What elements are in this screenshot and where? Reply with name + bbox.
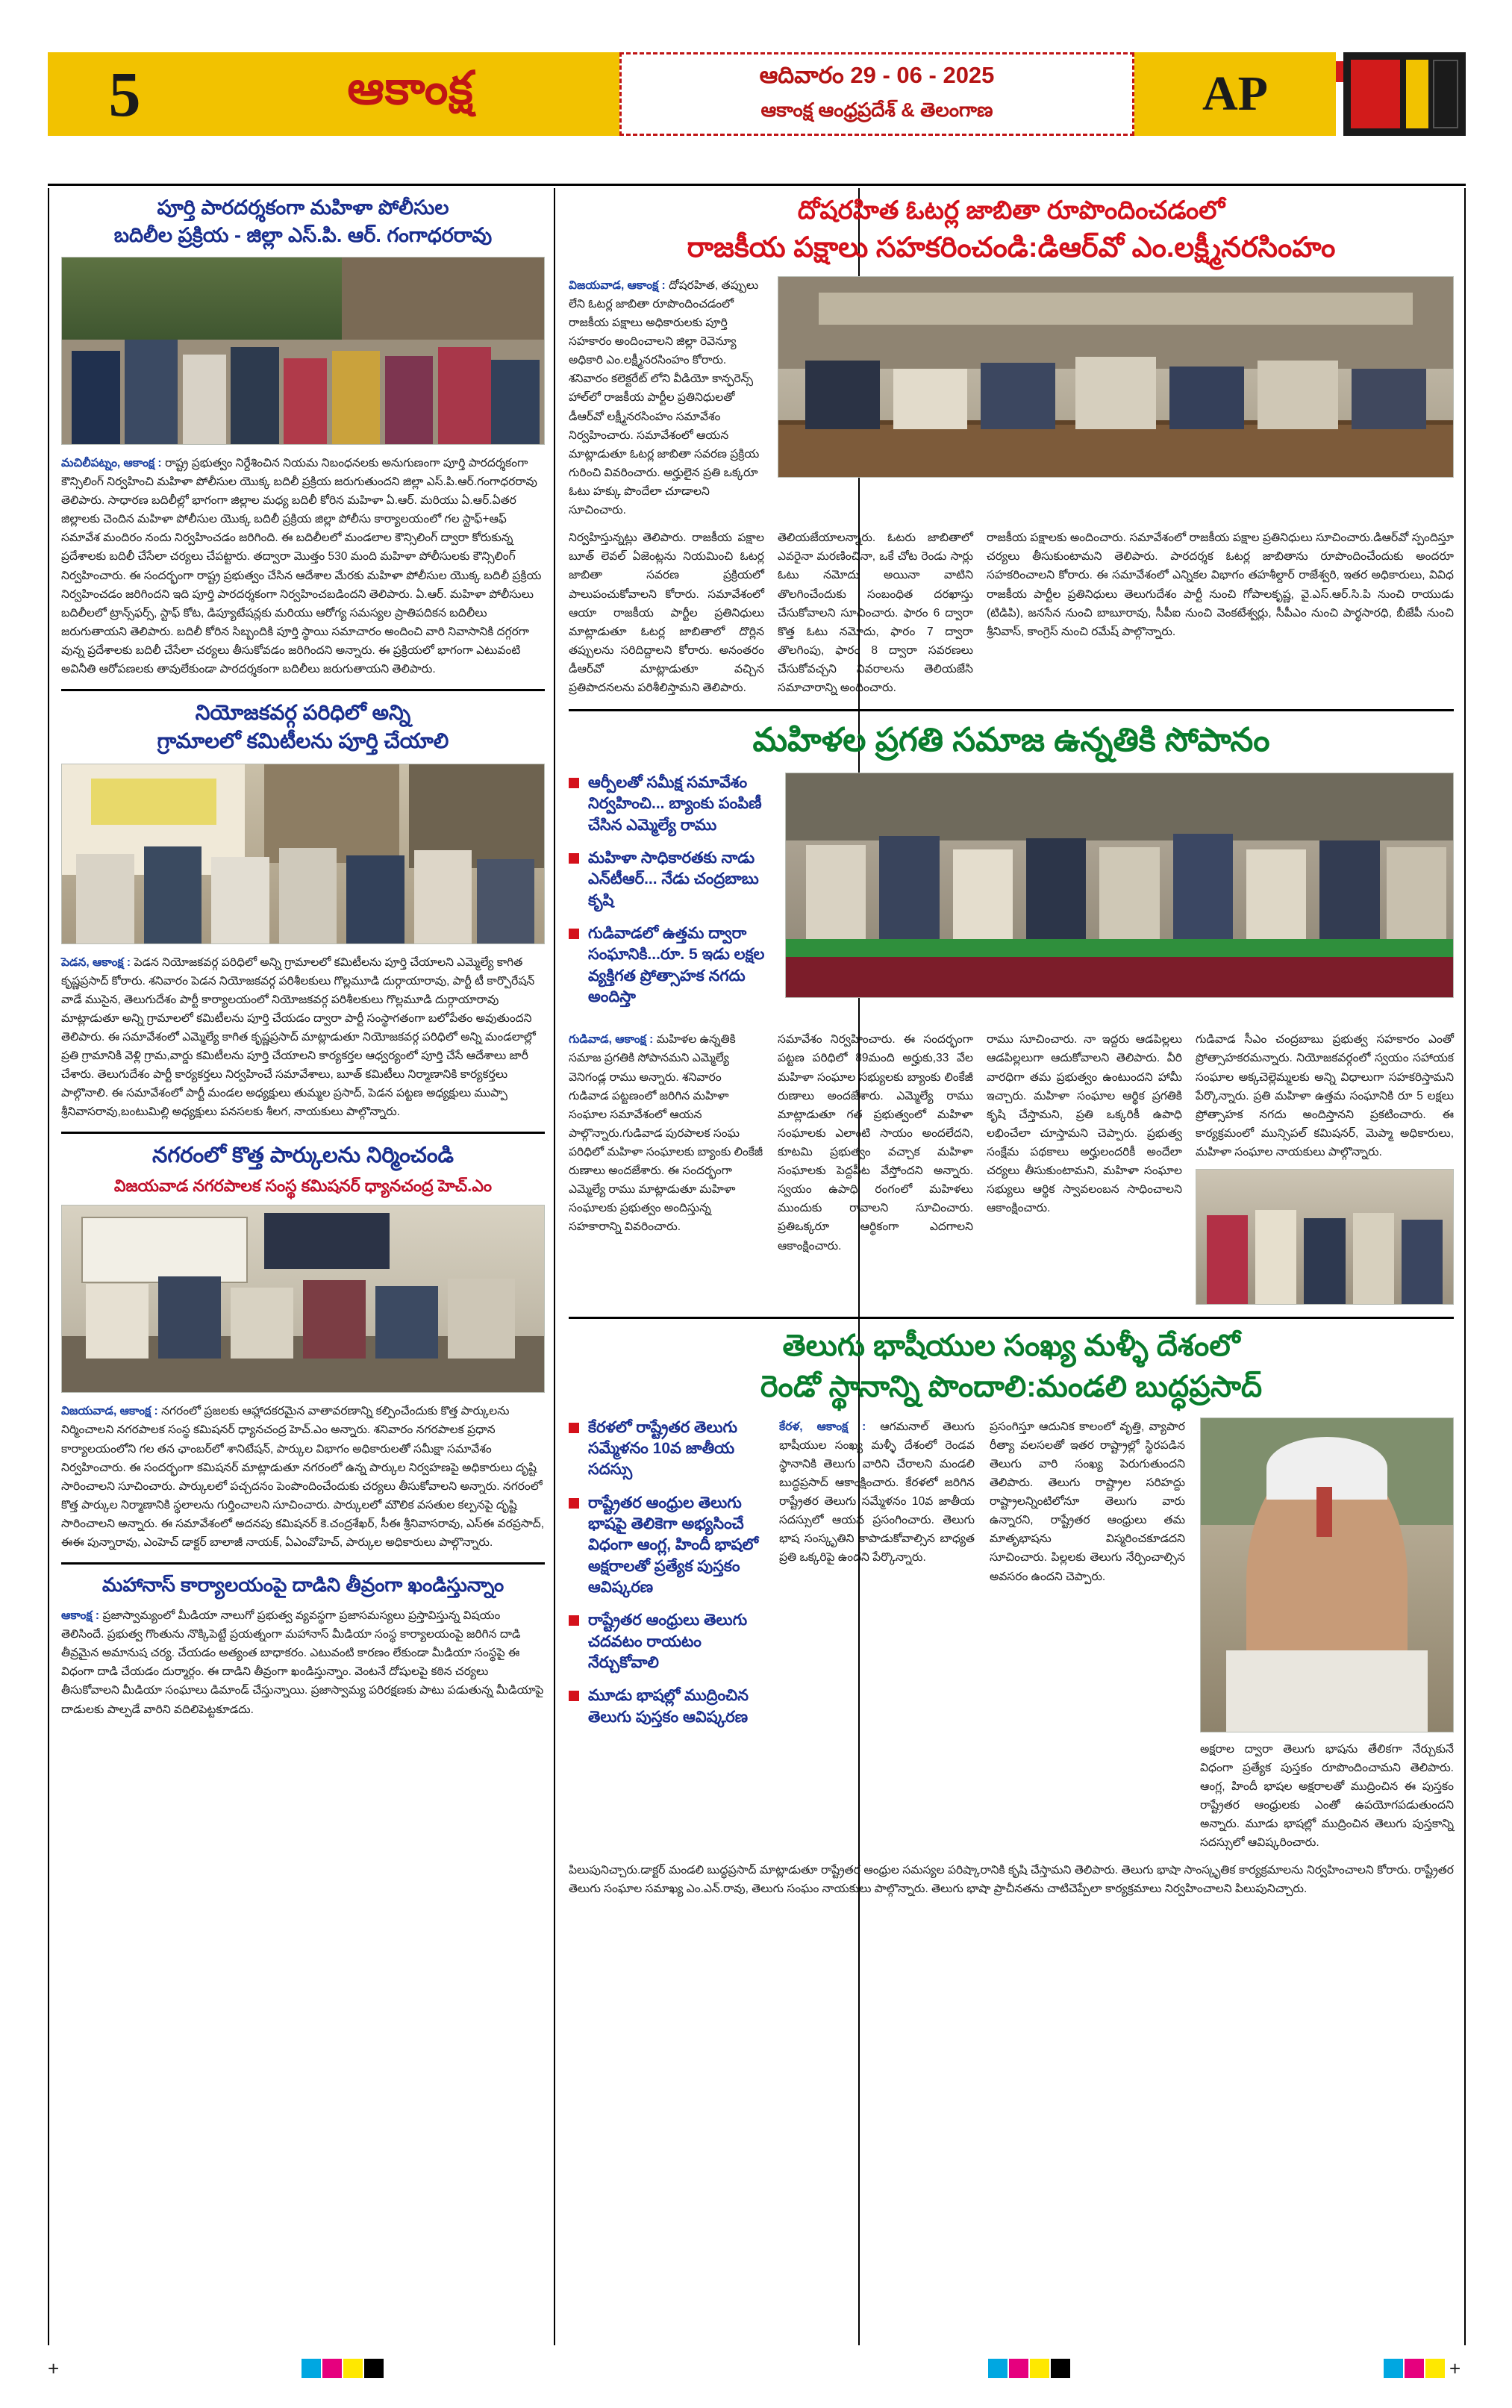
- column-divider-1: [554, 188, 555, 2345]
- story2-body: పెడన నియోజకవర్గ పరిధిలో అన్ని గ్రామాలలో కమిటీలను పూర్తి చేయాలని ఎమ్మెల్యే కాగిత కృష్ణప్రసాద్ కోరారు. శనివారం పెడన నియోజకవర్గ పరిశీలకులు గొల్లమూడి దుర్గాయారావు, పార్టీ టీ కార్పొరేషన్ వాడే ముసైన, తెలుగుదేశం పార్టీ కార్యాలయంలో నియోజకవర్గ పరిశీలకులు గొల్లమూడి దుర్గాయారావు మాట్లాడుతూ అన్ని గ్రామాలలో కమిటీలను పూర్తి చేయడం ద్వారా పార్టీ సంస్థాగతంగా బలోపేతం అవుతుందని తెలిపారు. ఈ సమావేశంలో ఎమ్మెల్యే కాగిత కృష్ణప్రసాద్ మాట్లాడుతూ నియోజకవర్గ పరిధిలో అన్ని మండలాల్లో ప్రతి గ్రామానికి వెళ్లి గ్రామ,వార్డు కమిటీలను పూర్తి చేయాలని కార్యకర్తల ఆధ్వర్యంలో పూర్తి చేసే ఆదేశాలు జారీ చేశారు. తెలుగుదేశం పార్టీ కార్యకర్తలు నిర్వహించే సమావేశాలు, బూత్ కమిటీలు నిర్మాణానికి కార్యకర్తలు పాల్గొనాలి. ఈ సమావేశంలో పార్టీ మండల అధ్యక్షులు తుమ్మల ప్రసాద్, పెడన పట్టణ అధ్యక్షులు ముప్పా శ్రీనివాసరావు,బంటుమిల్లి అధ్యక్షులు పనసలకు శీలగ, నాయకులు పాల్గొన్నారు.: [61, 955, 536, 1119]
- c2-story2-body4: గుడివాడ సీఎం చంద్రబాబు ప్రభుత్వ సహకారం ఎంతో ప్రోత్సాహకరమన్నారు. నియోజకవర్గంలో స్వయం సహాయక సంఘాల అక్కచెల్లెమ్మలకు అన్ని విధాలుగా సహకరిస్తామని పేర్కొన్నారు. ప్రతి మహిళా ఉత్తమ సంఘానికి రూ 5 లక్షలు ప్రోత్సాహక నగదు అందిస్తానని ప్రకటించారు. ఈ కార్యక్రమంలో మున్సిపల్ కమిషనర్, మెప్మా అధికారులు, మహిళా సంఘాల నాయకులు పాల్గొన్నారు.: [1196, 1033, 1454, 1158]
- c2-story1-headline-line1: దోషరహిత ఓటర్ల జాబితా రూపొందించడంలో: [797, 196, 1225, 225]
- story-police-transfers: [61, 196, 545, 679]
- photo-party-meeting: [61, 764, 545, 944]
- story3-subhead: విజయవాడ నగరపాలక సంస్థ కమిషనర్ ధ్యానచంద్ర హెచ్.ఎం: [113, 1176, 493, 1195]
- masthead-title-box: [202, 52, 619, 136]
- story2-dateline: పెడన, ఆకాంక్ష :: [61, 955, 131, 969]
- c2-story2-body3: రాము సూచించారు. నా ఇద్దరు ఆడపిల్లలు ఆడపిల్లలుగా ఆదుకోవాలని తెలిపారు. వీరి వారధిగా తమ ప్రభుత్వం ఉంటుందని హామీ ఇచ్చారు. మహిళా సంఘాల ఆర్థిక ప్రగతికి కృషి చేస్తామని, ప్రతి ఒక్కరికీ ఉపాధి లభించేలా చూస్తామని చెప్పారు. ప్రభుత్వ సంక్షేమ పథకాలు అర్హులందరికీ అందేలా చర్యలు తీసుకుంటామని, మహిళా సంఘాల సభ్యులు ఆర్థిక స్వావలంబన సాధించాలని ఆకాంక్షించారు.: [987, 1033, 1182, 1215]
- color-swatch-cyan-3: [1384, 2359, 1403, 2378]
- c3-body3: అక్షరాల ద్వారా తెలుగు భాషను తేలికగా నేర్చుకునే విధంగా ప్రత్యేక పుస్తకం రూపొందించామని తెలిపారు. ఆంగ్ల, హిందీ భాషల అక్షరాలతో ముద్రించిన ఈ పుస్తకం రాష్ట్రేతర ఆంధ్రులకు ఎంతో ఉపయోగపడుతుందని అన్నారు. మూడు భాషల్లో ముద్రించిన తెలుగు పుస్తకాన్ని సదస్సులో ఆవిష్కరించారు.: [1200, 1742, 1454, 1850]
- divider: [61, 689, 545, 691]
- page-number: 5: [108, 58, 141, 130]
- story4-dateline: ఆకాంక్ష :: [61, 1609, 100, 1622]
- edition-badge: [1134, 52, 1336, 136]
- c2-story2-dateline: గుడివాడ, ఆకాంక్ష :: [569, 1033, 654, 1047]
- color-swatch-black: [364, 2359, 384, 2378]
- issue-date: ఆదివారం 29 - 06 - 2025: [759, 62, 995, 88]
- story1-dateline: మచిలీపట్నం, ఆకాంక్ష :: [61, 456, 162, 470]
- registration-mark-right: +: [1449, 2357, 1461, 2380]
- bullet-item: మహిళా సాధికారతకు నాడు ఎన్‌టీఆర్... నేడు చంద్రబాబు కృషి: [569, 848, 770, 911]
- c2-story2-headline: మహిళల ప్రగతి సమాజ ఉన్నతికి సోపానం: [752, 722, 1270, 759]
- photo-dro-meeting: [778, 276, 1454, 478]
- registration-mark-left: +: [48, 2357, 60, 2380]
- story-media-office-attack: [61, 1573, 545, 1718]
- story-new-parks: [61, 1143, 545, 1552]
- color-swatch-yellow: [343, 2359, 363, 2378]
- c2-story2-body1: మహిళల ఉన్నతికి సమాజ ప్రగతికి సోపానమని ఎమ్మెల్యే వెనిగండ్ల రాము అన్నారు. శనివారం గుడివాడ పట్టణంలో జరిగిన మహిళా సంఘాల సమావేశంలో ఆయన పాల్గొన్నారు.గుడివాడ పురపాలక సంఘ పరిధిలో మహిళా సంఘాలకు బ్యాంకు లింకేజీ రుణాలు అందజేశారు. ఈ సందర్భంగా ఎమ్మెల్యే రాము మాట్లాడుతూ మహిళా సంఘాలకు ప్రభుత్వం అందిస్తున్న సహకారాన్ని వివరించారు.: [569, 1033, 763, 1234]
- c3-headline-line2: రెండో స్థానాన్ని పొందాలి:మండలి బుద్ధప్రసాద్: [760, 1370, 1263, 1403]
- page-number-badge: [48, 52, 202, 136]
- party-flag-icon: [1343, 52, 1466, 136]
- story-women-progress: [569, 720, 1454, 1305]
- c2-story2-body2: సమావేశం నిర్వహించారు. ఈ సందర్భంగా పట్టణ పరిధిలో 89మంది అర్హుకు,33 వేల మహిళా సంఘాల సభ్యులకు బ్యాంకు లింకేజీ రుణాలు అందజేశారు. ఎమ్మెల్యే రాము మాట్లాడుతూ గత ప్రభుత్వంలో మహిళా సంఘాలకు ఎలాంటి సాయం అందలేదని, కూటమి ప్రభుత్వం వచ్చాక మహిళా సంఘాలకు పెద్దపీట వేస్తోందని అన్నారు. స్వయం ఉపాధి రంగంలో మహిళలు ముందుకు రావాలని సూచించారు. ప్రతిఒక్కరూ ఆర్థికంగా ఎదగాలని ఆకాంక్షించారు.: [778, 1033, 973, 1253]
- bullet-item: మూడు భాషల్లో ముద్రించిన తెలుగు పుస్తకం ఆవిష్కరణ: [569, 1685, 764, 1728]
- edition-code: AP: [1202, 66, 1268, 121]
- story4-headline: మహానాస్ కార్యాలయంపై దాడిని తీవ్రంగా ఖండిస్తున్నాం: [101, 1573, 504, 1597]
- story-constituency-committees: [61, 700, 545, 1121]
- divider: [61, 1132, 545, 1134]
- photo-police-meeting: [61, 257, 545, 445]
- story1-body: రాష్ట్ర ప్రభుత్వం నిర్దేశించిన నియమ నిబంధనలకు అనుగుణంగా పూర్తి పారదర్శకంగా కౌన్సిలింగ్ నిర్వహించి మహిళా పోలీసుల యొక్క బదిలీ ప్రక్రియ జరుగుతుందని జిల్లా ఎస్‌.పి.ఆర్.గంగాధరరావు తెలిపారు. సాధారణ బదిలీల్లో భాగంగా జిల్లాల మధ్య బదిలీ కోరిన మహిళా ఏ.ఆర్. మరియు ఏ.ఆర్.ఏతర జిల్లాలకు చెందిన మహిళా పోలీసుల యొక్క బదిలీ ప్రక్రియ జిల్లా పోలీసు కార్యాలయంలో గల స్టాఫ్+ఆఫ్ సమావేశ మందిరం నందు నిర్వహించడం జరిగింది. ఈ బదిలీలలో మండలాల కౌన్సిలింగ్ ద్వారా కోరుకున్న ప్రదేశాలకు బదిలీ చేసేలా చర్యలు చేపట్టారు. తద్వారా మొత్తం 530 మంది మహిళా పోలీసులకు కౌన్సిలింగ్ నిర్వహించారు. ఈ సందర్భంగా రాష్ట్ర ప్రభుత్వం చేసిన ఆదేశాల మేరకు మహిళా పోలీసుల యొక్క బదిలీ ప్రక్రియ నిర్వహించడం జరిగిందని ఇది పూర్తి పారదర్శకంగా నిర్వహించబడిందని తెలిపారు. ఏ.ఆర్. మహిళా పోలీసులు బదిలీలలో ట్రాన్స్‌ఫర్స్, స్టాఫ్‌ కోట, డిప్యూటేషన్లకు మరియు ఆరోగ్య సమస్యల ప్రాతిపదికన బదిలీలు జరుగుతాయని తెలిపారు. బదిలీ కోరిన సిబ్బందికి పూర్తి స్థాయి సమాచారం అందించి వారి నివాసానికి దగ్గరగా వున్న ప్రదేశాలకు బదిలీ చేసేలా చర్యలు తీసుకోవడం జరిగిందని అన్నారు. ఈ ప్రక్రియలో భాగంగా ఎటువంటి అవినీతి ఆరోపణలకు తావులేకుండా పారదర్శకంగా బదిలీలు జరుగుతాయని తెలిపారు.: [61, 456, 542, 676]
- story-voter-list: [569, 196, 1454, 697]
- story4-body: ప్రజాస్వామ్యంలో మీడియా నాలుగో ప్రభుత్వ వ్యవస్థగా ప్రజాసమస్యలు ప్రస్తావిస్తున్న విషయం తెలిసిందే. ప్రభుత్వ గొంతును నొక్కిపెట్టే ప్రయత్నంగా మహానాస్ మీడియా సంస్థ కార్యాలయంపై జరిగిన దాడి తీవ్రమైన అమానుష చర్య. చేయడం అత్యంత బాధాకరం. ఎటువంటి కారణం లేకుండా మీడియా సంస్థపై ఈ విధంగా దాడి చేయడం దుర్మార్గం. ఈ దాడిని తీవ్రంగా ఖండిస్తున్నాం. వెంటనే దోషులపై కఠిన చర్యలు తీసుకోవాలని మీడియా సంఘాలు డిమాండ్ చేస్తున్నాయి. ప్రజాస్వామ్య పరిరక్షణకు పాటు పడుతున్న మీడియాపై దాడులకు పాల్పడే వారిని వదిలిపెట్టకూడదు.: [61, 1609, 544, 1716]
- color-swatch-black-2: [1051, 2359, 1070, 2378]
- c2-story1-body3: తెలియజేయాలన్నారు. ఓటరు జాబితాలో ఎవరైనా మరణించినా, ఒకే చోట రెండు సార్లు ఓటు నమోదు అయినా వాటిని తొలగించేందుకు సంబంధిత దరఖాస్తు చేసుకోవాలని సూచించారు. ఫారం 6 ద్వారా కొత్త ఓటు నమోదు, ఫారం 7 ద్వారా తొలగింపు, ఫారం 8 ద్వారా సవరణలు చేసుకోవచ్చని వివరాలను తెలియజేసి సమాచారాన్ని అందించారు.: [778, 531, 973, 695]
- story3-headline: నగరంలో కొత్త పార్కులను నిర్మించండి: [151, 1144, 454, 1168]
- c2-story1-body1: దోషరహిత, తప్పులు లేని ఓటర్ల జాబితా రూపొందించడంలో రాజకీయ పక్షాలు అధికారులకు పూర్తి సహకారం అందించాలని జిల్లా రెవెన్యూ అధికారి ఎం.లక్ష్మీనరసింహం కోరారు. శనివారం కలెక్టరేట్ లోని వీడియో కాన్ఫరెన్స్ హాల్‌లో రాజకీయ పార్టీల ప్రతినిధులతో డీఆర్‌వో లక్ష్మీనరసింహం సమావేశం నిర్వహించారు. సమావేశంలో ఆయన మాట్లాడుతూ ఓటర్ల జాబితా సవరణ ప్రక్రియ గురించి వివరించారు. అర్హులైన ప్రతి ఒక్కరూ ఓటు హక్కు పొందేలా చూడాలని సూచించారు.: [569, 278, 760, 517]
- edition-subtitle: ఆకాంక్ష ఆంధ్రప్రదేశ్ & తెలంగాణ: [760, 99, 993, 121]
- divider: [569, 709, 1454, 711]
- story3-body: నగరంలో ప్రజలకు ఆహ్లాదకరమైన వాతావరణాన్ని కల్పించేందుకు కొత్త పార్కులను నిర్మించాలని నగరపాలక సంస్థ కమిషనర్ ధ్యానచంద్ర హెచ్.ఎం అన్నారు. శనివారం నగరపాలక ప్రధాన కార్యాలయంలోని గల తన ఛాంబర్‌లో శానిటేషన్, పార్కుల విభాగం అధికారులతో సమీక్షా సమావేశం నిర్వహించారు. ఈ సందర్భంగా కమిషనర్ మాట్లాడుతూ నగరంలో ఉన్న పార్కుల నిర్వహణపై అధికారులు దృష్టి సారించాలని సూచించారు. పార్కులలో పచ్చదనం పెంపొందించేందుకు చర్యలు తీసుకోవాలని అన్నారు. నగరంలో కొత్త పార్కుల నిర్మాణానికి స్థలాలను గుర్తించాలని సూచించారు. పార్కులలో మౌలిక వసతుల కల్పనపై దృష్టి సారించాలని అన్నారు. ఈ సమావేశంలో అదనపు కమిషనర్ కె.చంద్రశేఖర్, సీఈ శ్రీనివాసరావు, ఎస్‌ఈ వరప్రసాద్, ఈఈ పున్నారావు, ఎంహెచ్ డాక్టర్ బాలాజీ నాయక్, ఏఎంవోహెచ్, పార్కుల అధికారులు పాల్గొన్నారు.: [61, 1405, 545, 1550]
- bullet-item: రాష్ట్రేతర ఆంధ్రులు తెలుగు చదవటం రాయటం నేర్చుకోవాలి: [569, 1610, 764, 1674]
- column-left: [61, 196, 545, 1719]
- masthead: [0, 0, 1512, 142]
- c3-bullets: [569, 1417, 764, 1853]
- color-swatch-yellow-2: [1030, 2359, 1049, 2378]
- c2-story1-body4: రాజకీయ పక్షాలకు అందించారు. సమావేశంలో రాజకీయ పక్షాల ప్రతినిధులు సూచించారు.డిఆర్‌వో స్పందిస్తూ చర్యలు తీసుకుంటామని తెలిపారు. పారదర్శక ఓటర్ల జాబితాను రూపొందించేందుకు అందరూ సహకరించాలని కోరారు. ఈ సమావేశంలో ఎన్నికల విభాగం తహశీల్దార్ రాజేశ్వరి, ఇతర అధికారులు, వివిధ రాజకీయ పార్టీల ప్రతినిధులు తెలుగుదేశం పార్టీ నుంచి గోపాలకృష్ణ, వై.ఎస్.ఆర్.సి.పి నుంచి రాయుడు (టిడిపి), జనసేన నుంచి బాబూరావు, సీపీఐ నుంచి వెంకటేశ్వర్లు, సీపీఎం నుంచి పార్థసారధి, బీజేపీ నుంచి శ్రీనివాస్, కాంగ్రెస్ నుంచి రమేష్ పాల్గొన్నారు.: [987, 531, 1454, 638]
- c3-body2: ప్రసంగిస్తూ ఆదునిక కాలంలో వృత్తి, వ్యాపార రీత్యా వలసలతో ఇతర రాష్ట్రాల్లో స్థిరపడిన తెలుగు వారి సంఖ్య పెరుగుతుందని తెలిపారు. తెలుగు రాష్ట్రాల సరిహద్దు రాష్ట్రాలన్నింటిలోనూ తెలుగు వారు ఉన్నారని, రాష్ట్రేతర ఆంధ్రులు తమ మాతృభాషను విస్మరించకూడదని సూచించారు. పిల్లలకు తెలుగు నేర్పించాల్సిన అవసరం ఉందని చెప్పారు.: [990, 1420, 1185, 1583]
- story3-dateline: విజయవాడ, ఆకాంక్ష :: [61, 1405, 158, 1418]
- photo-felicitation: [1196, 1169, 1454, 1305]
- color-registration-bar: [48, 2359, 1466, 2378]
- c2-story1-body2: నిర్వహిస్తున్నట్లు తెలిపారు. రాజకీయ పక్షాల బూత్ లెవల్ ఏజెంట్లను నియమించి ఓటర్ల జాబితా సవరణ ప్రక్రియలో పాలుపంచుకోవాలని కోరారు. సమావేశంలో ఆయా రాజకీయ పార్టీల ప్రతినిధులు మాట్లాడుతూ ఓటర్ల జాబితాలో దొర్లిన తప్పులను సరిదిద్దాలని కోరారు. అనంతరం డీఆర్‌వో మాట్లాడుతూ వచ్చిన ప్రతిపాదనలను పరిశీలిస్తామని తెలిపారు.: [569, 531, 764, 695]
- page-right-border: [1464, 188, 1466, 2345]
- masthead-date-box: [619, 52, 1134, 136]
- c2-story1-headline-line2: రాజకీయ పక్షాలు సహకరించండి:డిఆర్‌వో ఎం.లక్ష్మీనరసింహం: [687, 232, 1336, 264]
- color-swatch-magenta-2: [1009, 2359, 1028, 2378]
- divider: [569, 1317, 1454, 1319]
- color-swatch-cyan: [302, 2359, 321, 2378]
- color-swatch-cyan-2: [988, 2359, 1008, 2378]
- photo-commissioner-review: [61, 1205, 545, 1393]
- story1-headline-line2: బదిలీల ప్రక్రియ - జిల్లా ఎస్‌.పి. ఆర్. గంగాధరరావు: [113, 223, 493, 246]
- c2-story1-dateline: విజయవాడ, ఆకాంక్ష :: [569, 278, 666, 292]
- color-swatch-yellow-3: [1425, 2359, 1445, 2378]
- bullet-item: ఆర్పీలతో సమీక్ష సమావేశం నిర్వహించి... బ్యాంకు పంపిణీ చేసిన ఎమ్మెల్యే రాము: [569, 773, 770, 836]
- column-center: [569, 196, 1454, 1899]
- color-swatch-magenta-3: [1405, 2359, 1424, 2378]
- bullet-item: రాష్ట్రేతర ఆంధ్రుల తెలుగు భాషపై తెలికెగా అభ్యసించే విధంగా ఆంగ్ల, హిందీ భాషలో అక్షరాలతో ప్రత్యేక పుస్తకం ఆవిష్కరణ: [569, 1493, 764, 1599]
- story2-headline-line2: గ్రామాలలో కమిటీలను పూర్తి చేయాలి: [157, 729, 449, 753]
- c3-body4: పిలుపునిచ్చారు.డాక్టర్ మండలి బుద్ధప్రసాద్ మాట్లాడుతూ రాష్ట్రేతర ఆంధ్రుల సమస్యల పరిష్కారానికి కృషి చేస్తామని తెలిపారు. తెలుగు భాషా సాంస్కృతిక కార్యక్రమాలను నిర్వహించాలని కోరారు. రాష్ట్రేతర తెలుగు సంఘాల సమాఖ్య ఎం.ఎన్.రావు, తెలుగు సంఘం నాయకులు పాల్గొన్నారు. తెలుగు భాషా ప్రాచీనతను చాటిచెప్పేలా కార్యక్రమాలు నిర్వహించాలని పిలుపునిచ్చారు.: [569, 1864, 1454, 1896]
- color-swatch-magenta: [322, 2359, 342, 2378]
- bullet-item: గుడివాడలో ఉత్తమ ద్వారా సంఘానికి...రూ. 5 ఇడు లక్షల వ్యక్తిగత ప్రోత్సాహక నగదు అందిస్తా: [569, 923, 770, 1008]
- c3-headline-line1: తెలుగు భాషీయుల సంఖ్య మళ్ళీ దేశంలో: [782, 1329, 1240, 1363]
- photo-women-loan-distribution: [785, 773, 1454, 998]
- c3-body1: ఆగమనాల్ తెలుగు భాషీయుల సంఖ్య మళ్ళీ దేశంలో రెండవ స్థానానికి తెలుగు వారిని చేరాలని మండలి బుద్ధప్రసాద్ ఆకాంక్షించారు. కేరళలో జరిగిన రాష్ట్రేతర తెలుగు సమ్మేళనం 10వ జాతీయ సదస్సులో ఆయన ప్రసంగించారు. తెలుగు భాష సంస్కృతిని కాపాడుకోవాల్సిన బాధ్యత ప్రతి ఒక్కరిపై ఉందని పేర్కొన్నారు.: [779, 1420, 975, 1565]
- story1-headline-line1: పూర్తి పారదర్శకంగా మహిళా పోలీసుల: [157, 196, 449, 219]
- story-telugu-speakers: [569, 1328, 1454, 1898]
- story2-headline-line1: నియోజకవర్గ పరిధిలో అన్ని: [195, 701, 411, 725]
- publication-title: ఆకాంక్ష: [347, 63, 474, 114]
- bullet-item: కేరళలో రాష్ట్రేతర తెలుగు సమ్మేళనం 10వ జాతీయ సదస్సు: [569, 1417, 764, 1481]
- c3-dateline: కేరళ, ఆకాంక్ష :: [779, 1420, 866, 1433]
- page-left-border: [48, 188, 49, 2345]
- masthead-divider: [48, 184, 1466, 186]
- photo-mandali-buddhaprasad: [1200, 1417, 1454, 1732]
- c2-story2-bullets: [569, 773, 770, 1020]
- divider: [61, 1562, 545, 1565]
